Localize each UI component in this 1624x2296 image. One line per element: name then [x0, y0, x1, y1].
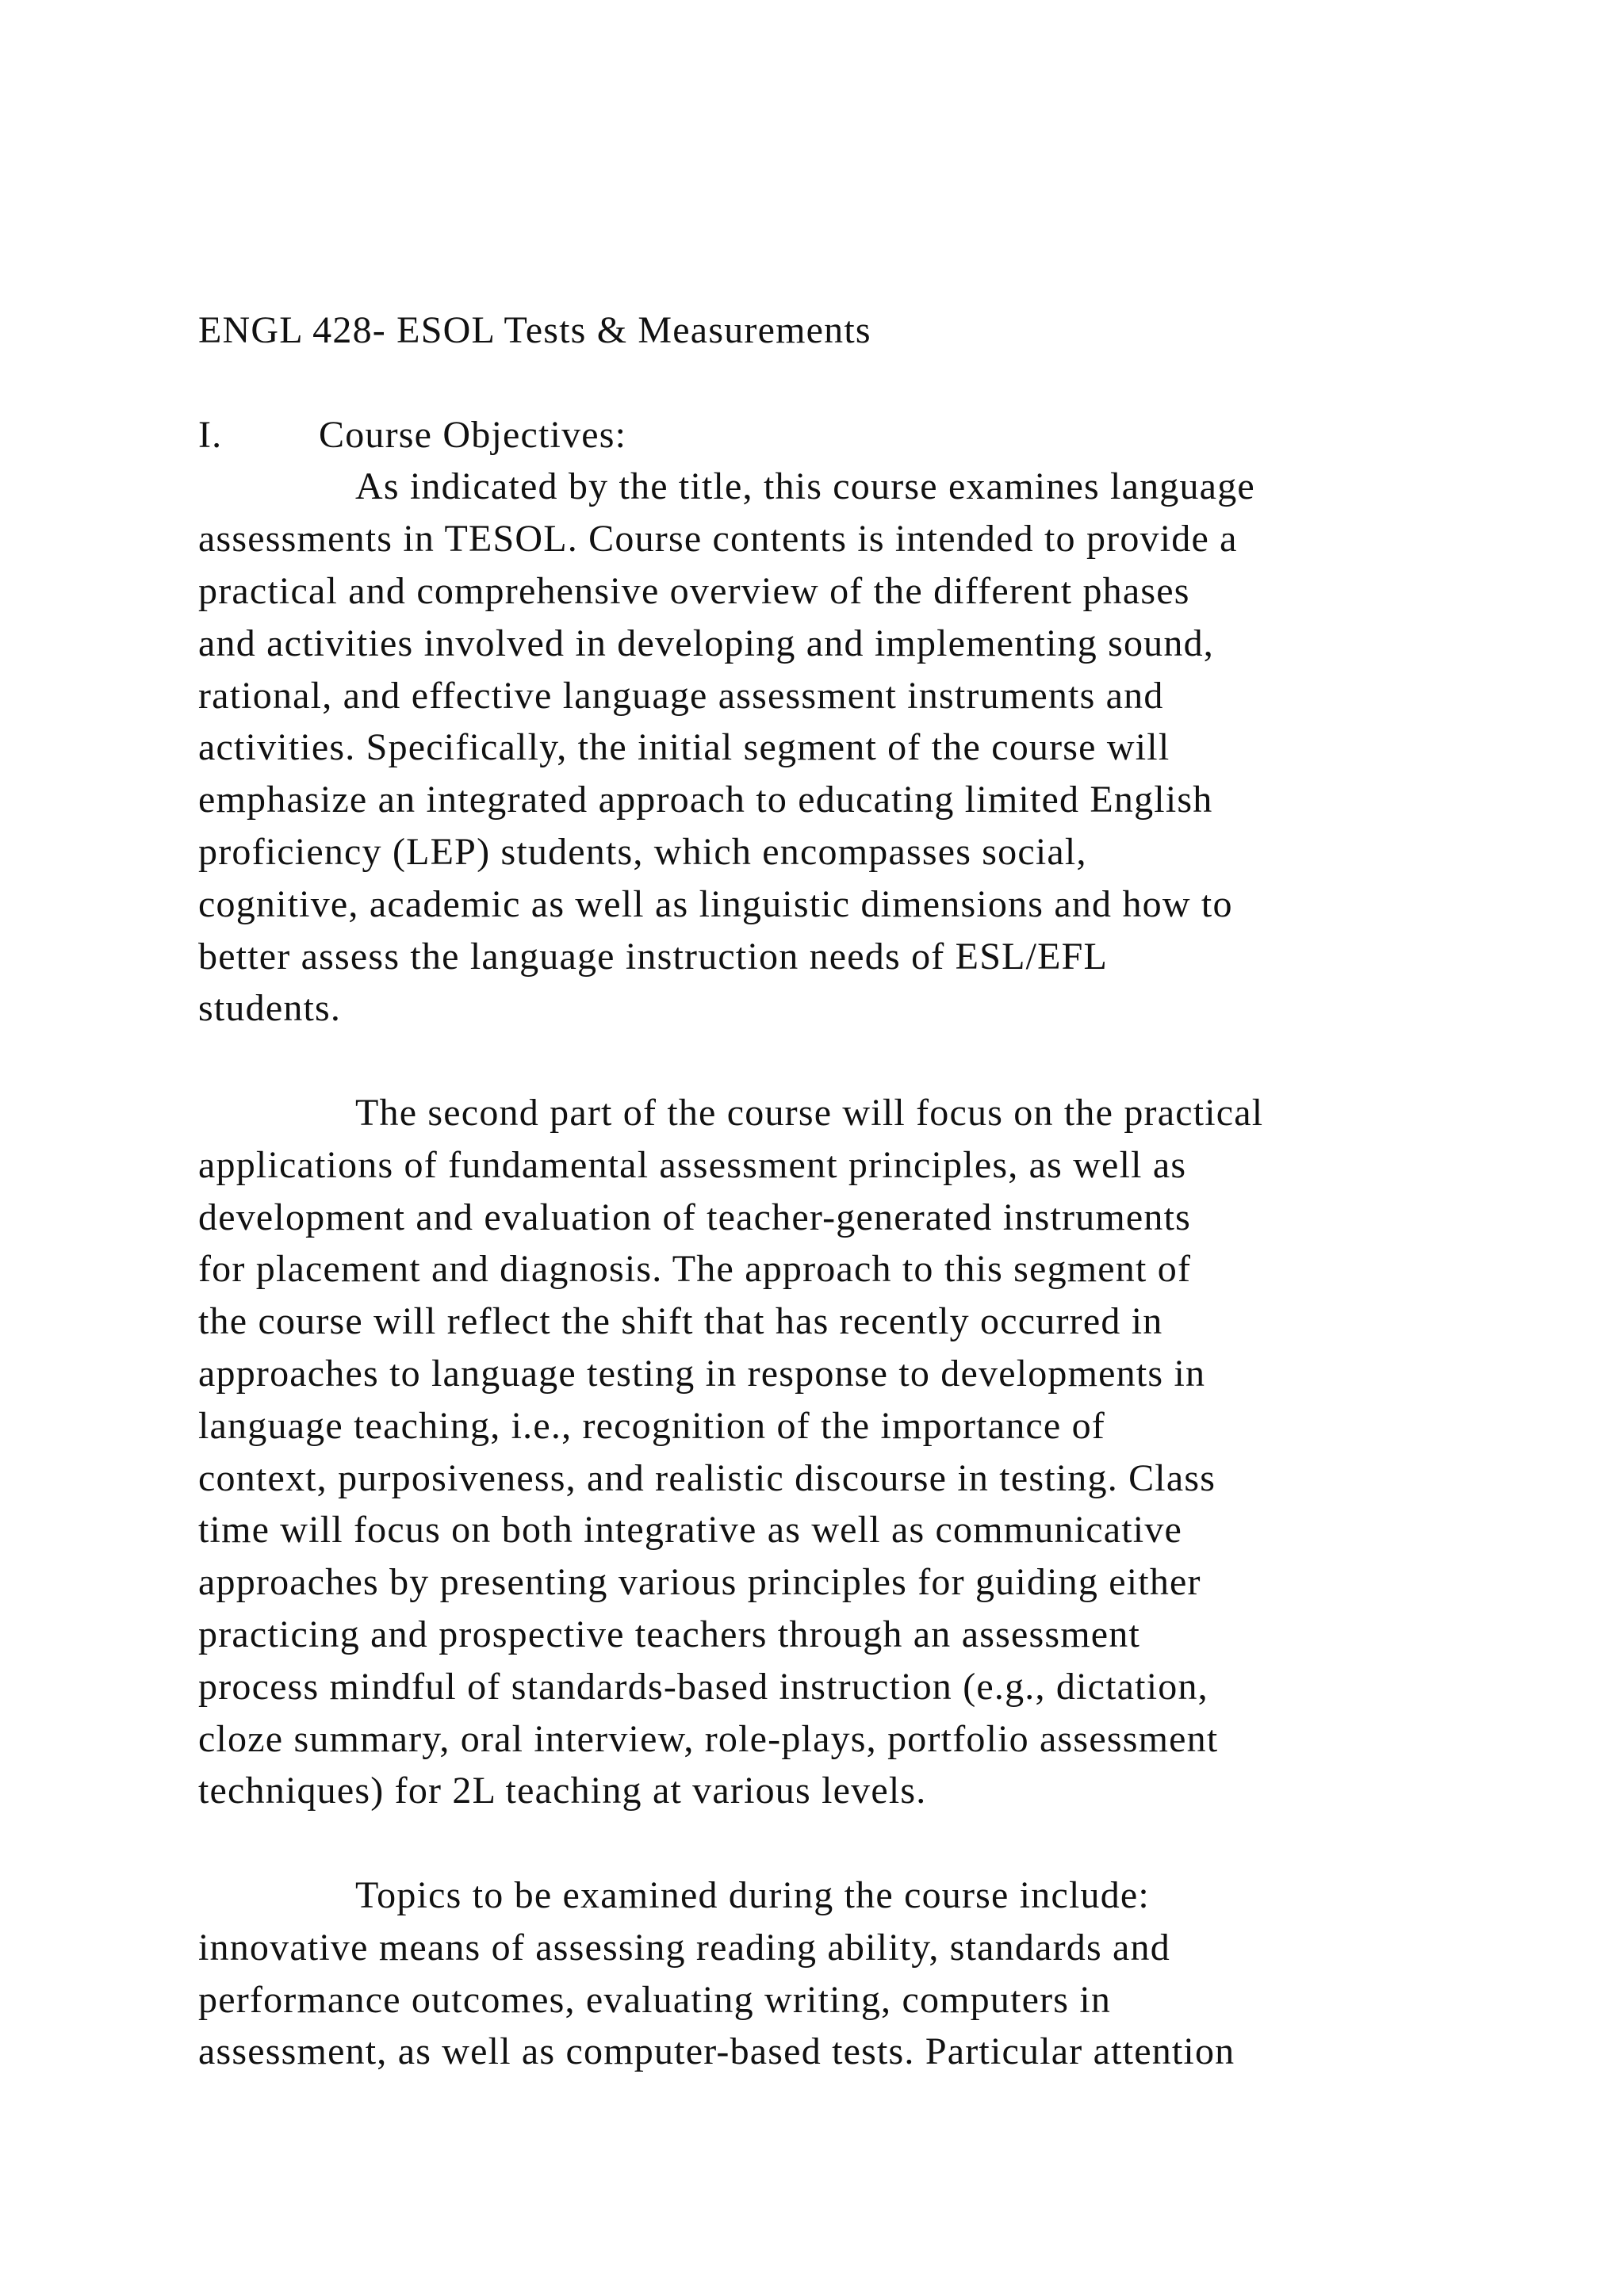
document-title: ENGL 428- ESOL Tests & Measurements	[198, 309, 871, 351]
paragraph-line: assessment, as well as computer-based tests. Particular attention	[198, 2030, 1235, 2073]
paragraph-line: better assess the language instruction needs of ESL/EFL	[198, 935, 1109, 978]
paragraph-1	[198, 461, 1451, 1035]
paragraph-line: performance outcomes, evaluating writing, computers in	[198, 1978, 1112, 2021]
section-number: I.	[198, 413, 223, 456]
paragraph-line: time will focus on both integrative as well as communicative	[198, 1509, 1183, 1552]
paragraph-line: practicing and prospective teachers through an assessment	[198, 1613, 1141, 1655]
paragraph-text: Topics to be examined during the course include:	[355, 1873, 1150, 1916]
spacer	[198, 357, 1451, 409]
paragraph-line: context, purposiveness, and realistic discourse in testing. Class	[198, 1456, 1216, 1499]
paragraph-line: cognitive, academic as well as linguistic dimensions and how to	[198, 882, 1233, 925]
section-heading	[198, 409, 1451, 461]
paragraph-line: development and evaluation of teacher-generated instruments	[198, 1196, 1192, 1238]
paragraph-line: approaches to language testing in response to developments in	[198, 1352, 1206, 1395]
paragraph-2	[198, 1087, 1451, 1817]
paragraph-line: emphasize an integrated approach to educating limited English	[198, 779, 1213, 821]
paragraph-line: proficiency (LEP) students, which encompasses social,	[198, 830, 1087, 873]
document-body	[198, 304, 1451, 2078]
paragraph-line: activities. Specifically, the initial segment of the course will	[198, 726, 1170, 769]
spacer	[198, 1035, 1451, 1087]
paragraph-line	[198, 1869, 1451, 1922]
paragraph-line: students.	[198, 987, 342, 1030]
spacer	[198, 1817, 1451, 1869]
paragraph-3	[198, 1869, 1451, 2078]
paragraph-line	[198, 461, 1451, 513]
paragraph-line: and activities involved in developing and implementing sound,	[198, 622, 1214, 664]
paragraph-line: cloze summary, oral interview, role-plays, portfolio assessment	[198, 1717, 1219, 1760]
paragraph-line: for placement and diagnosis. The approach to this segment of	[198, 1248, 1192, 1291]
paragraph-line: applications of fundamental assessment principles, as well as	[198, 1143, 1187, 1186]
paragraph-line: rational, and effective language assessment instruments and	[198, 674, 1164, 717]
paragraph-line: assessments in TESOL. Course contents is intended to provide a	[198, 518, 1238, 561]
paragraph-text: The second part of the course will focus on the practical	[355, 1091, 1264, 1134]
section-title: Course Objectives:	[319, 413, 627, 456]
paragraph-line: approaches by presenting various principles for guiding either	[198, 1561, 1201, 1604]
paragraph-line: techniques) for 2L teaching at various levels.	[198, 1770, 927, 1812]
paragraph-line: process mindful of standards-based instruction (e.g., dictation,	[198, 1665, 1208, 1708]
paragraph-text: As indicated by the title, this course examines language	[355, 465, 1255, 508]
paragraph-line: language teaching, i.e., recognition of the importance of	[198, 1404, 1105, 1447]
paragraph-line: innovative means of assessing reading ability, standards and	[198, 1926, 1170, 1969]
paragraph-line: the course will reflect the shift that has recently occurred in	[198, 1300, 1163, 1343]
paragraph-line	[198, 1087, 1451, 1139]
paragraph-line: practical and comprehensive overview of the different phases	[198, 569, 1190, 612]
